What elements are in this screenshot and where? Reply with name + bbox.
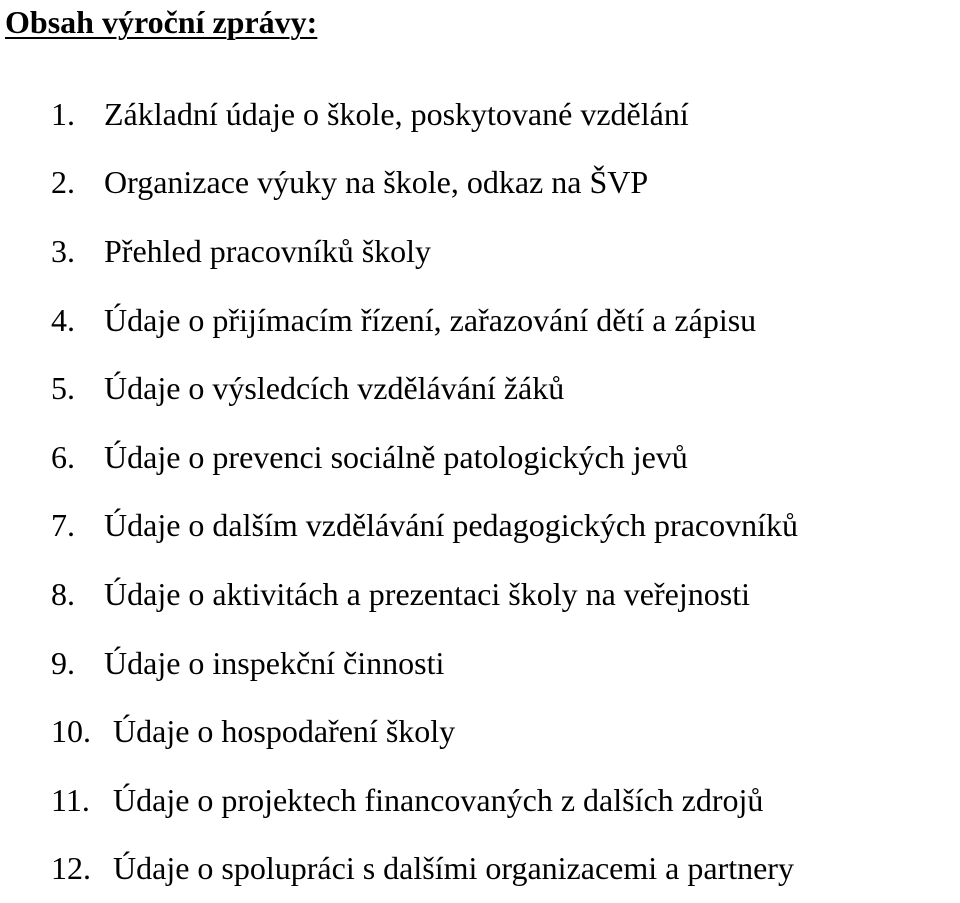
toc-item bbox=[0, 492, 798, 561]
toc-item bbox=[0, 766, 798, 835]
toc-item-text: Základní údaje o škole, poskytované vzdělání bbox=[104, 95, 689, 132]
toc-item bbox=[0, 560, 798, 629]
toc-item-text: Údaje o přijímacím řízení, zařazování dětí a zápisu bbox=[104, 301, 757, 338]
toc-item bbox=[0, 697, 798, 766]
toc-item-text: Přehled pracovníků školy bbox=[104, 232, 432, 269]
toc-item bbox=[0, 286, 798, 355]
toc-item-number: 9. bbox=[51, 644, 75, 681]
toc-item-text: Údaje o prevenci sociálně patologických jevů bbox=[104, 438, 688, 475]
toc-item-text: Údaje o projektech financovaných z dalších zdrojů bbox=[113, 781, 764, 818]
toc-item bbox=[0, 423, 798, 492]
toc-item bbox=[0, 629, 798, 698]
toc-item-number: 10. bbox=[51, 713, 91, 750]
toc-item-text: Údaje o aktivitách a prezentaci školy na veřejnosti bbox=[104, 575, 750, 612]
toc-item bbox=[0, 354, 798, 423]
toc-item-text: Organizace výuky na škole, odkaz na ŠVP bbox=[104, 164, 649, 201]
toc-item-text: Údaje o hospodaření školy bbox=[113, 713, 456, 750]
table-of-contents bbox=[0, 80, 798, 903]
toc-item-number: 7. bbox=[51, 507, 75, 544]
toc-item bbox=[0, 149, 798, 218]
page-title: Obsah výroční zprávy: bbox=[5, 4, 318, 40]
toc-item-number: 6. bbox=[51, 438, 75, 475]
toc-item-text: Údaje o inspekční činnosti bbox=[104, 644, 445, 681]
toc-item-text: Údaje o spolupráci s dalšími organizacemi a partnery bbox=[113, 850, 794, 887]
toc-item bbox=[0, 80, 798, 149]
toc-item-number: 1. bbox=[51, 95, 75, 132]
toc-item bbox=[0, 217, 798, 286]
toc-item-number: 4. bbox=[51, 301, 75, 338]
toc-item-number: 3. bbox=[51, 232, 75, 269]
toc-item bbox=[0, 835, 798, 903]
toc-item-number: 11. bbox=[51, 781, 90, 818]
toc-item-text: Údaje o dalším vzdělávání pedagogických pracovníků bbox=[104, 507, 798, 544]
toc-item-number: 2. bbox=[51, 164, 75, 201]
toc-item-number: 5. bbox=[51, 370, 75, 407]
toc-item-text: Údaje o výsledcích vzdělávání žáků bbox=[104, 370, 565, 407]
toc-item-number: 8. bbox=[51, 575, 75, 612]
toc-item-number: 12. bbox=[51, 850, 91, 887]
